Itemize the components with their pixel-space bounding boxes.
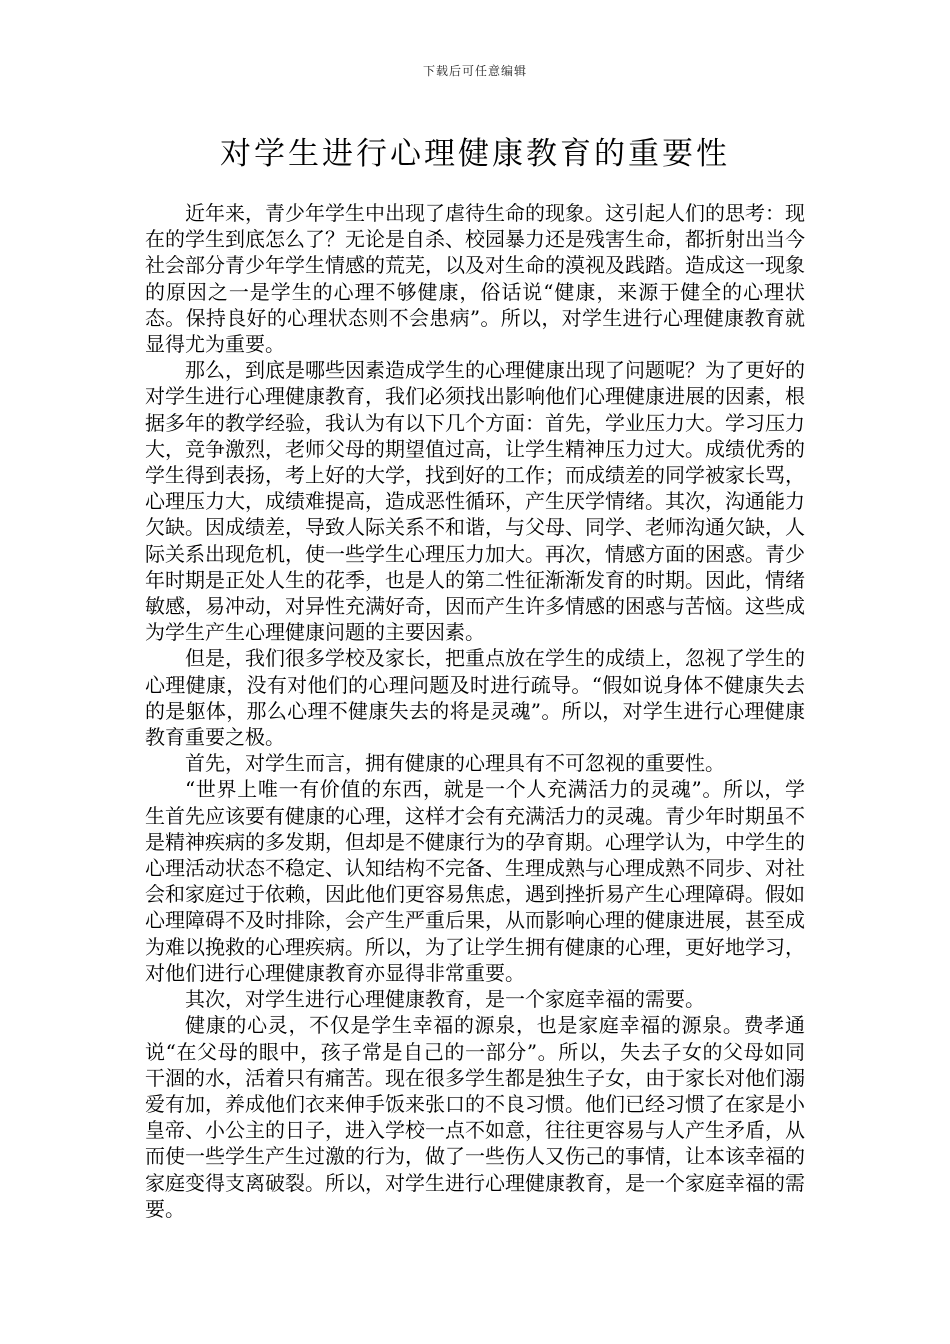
paragraph: 近年来，青少年学生中出现了虐待生命的现象。这引起人们的思考：现在的学生到底怎么了？无论是自杀、校园暴力还是残害生命，都折射出当今社会部分青少年学生情感的荒芜，以及对生命的漠视及践踏。造成这一现象的原因之一是学生的心理不够健康，俗话说“健康，来源于健全的心理状态。保持良好的心理状态则不会患病”。所以，对学生进行心理健康教育就显得尤为重要。 bbox=[145, 201, 805, 357]
paragraph: 其次，对学生进行心理健康教育，是一个家庭幸福的需要。 bbox=[185, 987, 705, 1012]
paragraph: “世界上唯一有价值的东西，就是一个人充满活力的灵魂”。所以，学生首先应该要有健康的心理，这样才会有充满活力的灵魂。青少年时期虽不是精神疾病的多发期，但却是不健康行为的孕育期。心理学认为，中学生的心理活动状态不稳定、认知结构不完备、生理成熟与心理成熟不同步、对社会和家庭过于依赖，因此他们更容易焦虑，遇到挫折易产生心理障碍。假如心理障碍不及时排除，会产生严重后果，从而影响心理的健康进展，甚至成为难以挽救的心理疾病。所以，为了让学生拥有健康的心理，更好地学习，对他们进行心理健康教育亦显得非常重要。 bbox=[145, 777, 805, 985]
paragraph: 首先，对学生而言，拥有健康的心理具有不可忽视的重要性。 bbox=[185, 751, 725, 776]
header-note: 下载后可任意编辑 bbox=[422, 64, 527, 78]
paragraph: 但是，我们很多学校及家长，把重点放在学生的成绩上，忽视了学生的心理健康，没有对他们的心理问题及时进行疏导。“假如说身体不健康失去的是躯体，那么心理不健康失去的将是灵魂”。所以，对学生进行心理健康教育重要之极。 bbox=[145, 646, 805, 750]
paragraph: 那么，到底是哪些因素造成学生的心理健康出现了问题呢？为了更好的对学生进行心理健康教育，我们必须找出影响他们心理健康进展的因素，根据多年的教学经验，我认为有以下几个方面：首先，学业压力大。学习压力大，竞争激烈，老师父母的期望值过高，让学生精神压力过大。成绩优秀的学生得到表扬，考上好的大学，找到好的工作；而成绩差的同学被家长骂，心理压力大，成绩难提高，造成恶性循环，产生厌学情绪。其次，沟通能力欠缺。因成绩差，导致人际关系不和谐，与父母、同学、老师沟通欠缺，人际关系出现危机，使一些学生心理压力加大。再次，情感方面的困惑。青少年时期是正处人生的花季，也是人的第二性征渐渐发育的时期。因此，情绪敏感，易冲动，对异性充满好奇，因而产生许多情感的困惑与苦恼。这些成为学生产生心理健康问题的主要因素。 bbox=[145, 358, 805, 645]
document-body bbox=[145, 200, 805, 1222]
document-title: 对学生进行心理健康教育的重要性 bbox=[220, 136, 730, 172]
paragraph: 健康的心灵，不仅是学生幸福的源泉，也是家庭幸福的源泉。费孝通说“在父母的眼中，孩子常是自己的一部分”。所以，失去子女的父母如同干涸的水，活着只有痛苦。现在很多学生都是独生子女，由于家长对他们溺爱有加，养成他们衣来伸手饭来张口的不良习惯。他们已经习惯了在家是小皇帝、小公主的日子，进入学校一点不如意，往往更容易与人产生矛盾，从而使一些学生产生过激的行为，做了一些伤人又伤己的事情，让本该幸福的家庭变得支离破裂。所以，对学生进行心理健康教育，是一个家庭幸福的需要。 bbox=[145, 1013, 805, 1221]
